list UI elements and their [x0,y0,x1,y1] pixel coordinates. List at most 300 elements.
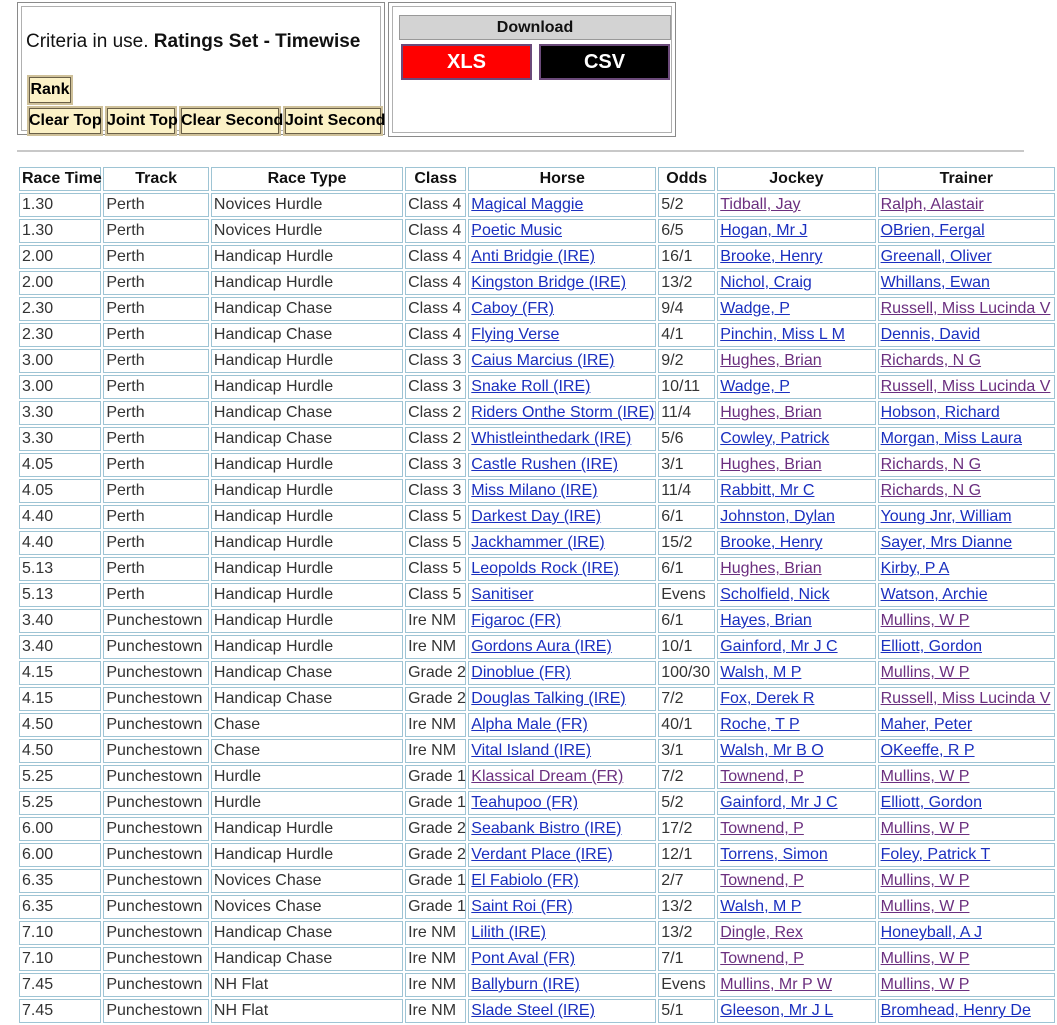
jockey-link[interactable]: Roche, T P [720,716,800,733]
jockey-cell [717,453,875,477]
horse-link[interactable]: Gordons Aura (IRE) [471,638,612,655]
race-type-cell: Handicap Hurdle [211,609,403,633]
horse-link[interactable]: Figaroc (FR) [471,612,562,629]
clear-top-button[interactable]: Clear Top [27,106,103,136]
table-row [19,999,1055,1023]
class-cell: Grade 1 [405,791,466,815]
horse-link[interactable]: Dinoblue (FR) [471,664,571,681]
horse-cell [468,479,656,503]
jockey-link[interactable]: Hayes, Brian [720,612,812,629]
header-class[interactable]: Class [405,167,466,191]
trainer-link[interactable]: Hobson, Richard [880,404,1000,421]
odds-cell: 15/2 [658,531,715,555]
trainer-cell [878,739,1055,763]
race-type-cell: Handicap Hurdle [211,375,403,399]
class-cell: Grade 1 [405,895,466,919]
table-row [19,219,1055,243]
jockey-cell [717,947,875,971]
horse-cell [468,583,656,607]
horse-link[interactable]: Miss Milano (IRE) [471,482,598,499]
table-row [19,947,1055,971]
odds-cell: 6/1 [658,609,715,633]
jockey-cell [717,817,875,841]
header-jockey[interactable]: Jockey [717,167,875,191]
jockey-link[interactable]: Hughes, Brian [720,560,822,577]
class-cell: Class 3 [405,349,466,373]
class-cell: Ire NM [405,921,466,945]
horse-cell [468,765,656,789]
trainer-link[interactable]: Mullins, W P [880,768,970,785]
table-row [19,271,1055,295]
track-cell: Perth [103,375,209,399]
horse-link[interactable]: Poetic Music [471,222,562,239]
jockey-link[interactable]: Hughes, Brian [720,404,822,421]
trainer-cell [878,245,1055,269]
trainer-link[interactable]: Richards, N G [880,482,982,499]
horse-cell [468,999,656,1023]
table-row [19,531,1055,555]
horse-link[interactable]: Riders Onthe Storm (IRE) [471,404,655,421]
table-row [19,349,1055,373]
race-type-cell: Handicap Chase [211,921,403,945]
track-cell: Perth [103,193,209,217]
odds-cell: 13/2 [658,921,715,945]
horse-cell [468,661,656,685]
jockey-link[interactable]: Pinchin, Miss L M [720,326,845,343]
jockey-link[interactable]: Hogan, Mr J [720,222,808,239]
race-time-cell: 4.50 [19,713,101,737]
class-cell: Grade 1 [405,765,466,789]
header-odds[interactable]: Odds [658,167,715,191]
race-time-cell: 3.30 [19,427,101,451]
track-cell: Perth [103,323,209,347]
trainer-cell [878,635,1055,659]
race-time-cell: 2.30 [19,323,101,347]
horse-cell [468,427,656,451]
trainer-link[interactable]: Watson, Archie [880,586,988,603]
race-time-cell: 4.40 [19,531,101,555]
race-type-cell: Handicap Hurdle [211,817,403,841]
trainer-link[interactable]: Young Jnr, William [880,508,1012,525]
jockey-link[interactable]: Scholfield, Nick [720,586,830,603]
trainer-link[interactable]: Mullins, W P [880,612,970,629]
class-cell: Class 3 [405,375,466,399]
header-race-type[interactable]: Race Type [211,167,403,191]
jockey-link[interactable]: Dingle, Rex [720,924,803,941]
table-row [19,505,1055,529]
jockey-link[interactable]: Wadge, P [720,300,790,317]
horse-cell [468,895,656,919]
odds-cell: 7/1 [658,947,715,971]
table-row [19,687,1055,711]
jockey-cell [717,739,875,763]
jockey-link[interactable]: Townend, P [720,768,804,785]
jockey-link[interactable]: Walsh, M P [720,898,802,915]
class-cell: Class 2 [405,427,466,451]
horse-link[interactable]: Magical Maggie [471,196,584,213]
horse-cell [468,505,656,529]
odds-cell: 6/1 [658,557,715,581]
horse-link[interactable]: Ballyburn (IRE) [471,976,580,993]
horse-link[interactable]: Kingston Bridge (IRE) [471,274,627,291]
class-cell: Class 4 [405,271,466,295]
race-time-cell: 4.50 [19,739,101,763]
table-row [19,453,1055,477]
horse-cell [468,297,656,321]
track-cell: Punchestown [103,973,209,997]
trainer-link[interactable]: Honeyball, A J [880,924,982,941]
jockey-link[interactable]: Hughes, Brian [720,352,822,369]
race-type-cell: Handicap Hurdle [211,453,403,477]
trainer-link[interactable]: Russell, Miss Lucinda V [880,690,1051,707]
jockey-link[interactable]: Townend, P [720,820,804,837]
race-time-cell: 6.35 [19,895,101,919]
jockey-link[interactable]: Wadge, P [720,378,790,395]
trainer-cell [878,505,1055,529]
odds-cell: 6/1 [658,505,715,529]
jockey-link[interactable]: Gainford, Mr J C [720,638,838,655]
horse-link[interactable]: Vital Island (IRE) [471,742,592,759]
jockey-link[interactable]: Brooke, Henry [720,534,823,551]
jockey-link[interactable]: Gainford, Mr J C [720,794,838,811]
trainer-cell [878,921,1055,945]
trainer-link[interactable]: Richards, N G [880,456,982,473]
odds-cell: 5/6 [658,427,715,451]
jockey-link[interactable]: Nichol, Craig [720,274,812,291]
header-trainer[interactable]: Trainer [878,167,1055,191]
trainer-link[interactable]: Mullins, W P [880,664,970,681]
jockey-link[interactable]: Gleeson, Mr J L [720,1002,834,1019]
trainer-cell [878,765,1055,789]
race-time-cell: 5.13 [19,557,101,581]
jockey-cell [717,791,875,815]
track-cell: Perth [103,401,209,425]
trainer-link[interactable]: Dennis, David [880,326,981,343]
class-cell: Ire NM [405,713,466,737]
race-time-cell: 7.10 [19,947,101,971]
class-cell: Class 5 [405,557,466,581]
table-row [19,765,1055,789]
horse-link[interactable]: Caius Marcius (IRE) [471,352,615,369]
odds-cell: 3/1 [658,453,715,477]
race-time-cell: 2.00 [19,271,101,295]
odds-cell: 10/11 [658,375,715,399]
odds-cell: 5/1 [658,999,715,1023]
trainer-cell [878,817,1055,841]
jockey-link[interactable]: Walsh, M P [720,664,802,681]
trainer-cell [878,843,1055,867]
horse-link[interactable]: Flying Verse [471,326,560,343]
trainer-link[interactable]: Mullins, W P [880,872,970,889]
race-type-cell: Handicap Chase [211,297,403,321]
class-cell: Ire NM [405,739,466,763]
jockey-link[interactable]: Johnston, Dylan [720,508,835,525]
jockey-cell [717,193,875,217]
track-cell: Punchestown [103,869,209,893]
jockey-link[interactable]: Brooke, Henry [720,248,823,265]
race-time-cell: 2.30 [19,297,101,321]
jockey-cell [717,557,875,581]
horse-link[interactable]: Lilith (IRE) [471,924,546,941]
table-row [19,661,1055,685]
trainer-cell [878,219,1055,243]
jockey-cell [717,531,875,555]
table-row [19,297,1055,321]
horse-link[interactable]: Snake Roll (IRE) [471,378,591,395]
horse-link[interactable]: Seabank Bistro (IRE) [471,820,622,837]
jockey-cell [717,921,875,945]
track-cell: Perth [103,453,209,477]
track-cell: Perth [103,271,209,295]
horse-link[interactable]: Darkest Day (IRE) [471,508,602,525]
class-cell: Class 2 [405,401,466,425]
table-row [19,557,1055,581]
horse-link[interactable]: Klassical Dream (FR) [471,768,624,785]
trainer-link[interactable]: Mullins, W P [880,820,970,837]
horse-cell [468,453,656,477]
trainer-cell [878,193,1055,217]
horse-link[interactable]: Caboy (FR) [471,300,554,317]
class-cell: Class 4 [405,193,466,217]
race-type-cell: Handicap Hurdle [211,479,403,503]
trainer-link[interactable]: Morgan, Miss Laura [880,430,1022,447]
trainer-cell [878,297,1055,321]
horse-link[interactable]: Jackhammer (IRE) [471,534,605,551]
horse-cell [468,531,656,555]
trainer-cell [878,791,1055,815]
trainer-link[interactable]: OBrien, Fergal [880,222,985,239]
horse-link[interactable]: Whistleinthedark (IRE) [471,430,632,447]
race-type-cell: NH Flat [211,973,403,997]
odds-cell: 7/2 [658,765,715,789]
horse-link[interactable]: Anti Bridgie (IRE) [471,248,595,265]
trainer-cell [878,323,1055,347]
table-row [19,609,1055,633]
horse-link[interactable]: Alpha Male (FR) [471,716,588,733]
race-time-cell: 3.40 [19,635,101,659]
trainer-cell [878,271,1055,295]
trainer-cell [878,453,1055,477]
horse-cell [468,687,656,711]
horse-link[interactable]: Pont Aval (FR) [471,950,576,967]
class-cell: Ire NM [405,999,466,1023]
header-track[interactable]: Track [103,167,209,191]
horse-link[interactable]: El Fabiolo (FR) [471,872,579,889]
jockey-cell [717,713,875,737]
jockey-link[interactable]: Townend, P [720,950,804,967]
jockey-cell [717,375,875,399]
horse-link[interactable]: Sanitiser [471,586,534,603]
trainer-link[interactable]: Bromhead, Henry De [880,1002,1031,1019]
race-time-cell: 4.05 [19,479,101,503]
jockey-link[interactable]: Hughes, Brian [720,456,822,473]
trainer-link[interactable]: Kirby, P A [880,560,950,577]
joint-top-button[interactable]: Joint Top [105,106,177,136]
races-table-wrap [17,165,1051,1025]
trainer-link[interactable]: OKeeffe, R P [880,742,975,759]
race-time-cell: 7.45 [19,999,101,1023]
trainer-cell [878,661,1055,685]
track-cell: Punchestown [103,999,209,1023]
class-cell: Grade 2 [405,843,466,867]
jockey-link[interactable]: Walsh, Mr B O [720,742,824,759]
trainer-link[interactable]: Foley, Patrick T [880,846,991,863]
jockey-link[interactable]: Cowley, Patrick [720,430,830,447]
horse-link[interactable]: Castle Rushen (IRE) [471,456,619,473]
race-type-cell: Chase [211,739,403,763]
horse-link[interactable]: Slade Steel (IRE) [471,1002,595,1019]
jockey-cell [717,973,875,997]
jockey-cell [717,401,875,425]
horse-cell [468,375,656,399]
horse-link[interactable]: Douglas Talking (IRE) [471,690,626,707]
trainer-link[interactable]: Greenall, Oliver [880,248,992,265]
table-row [19,895,1055,919]
table-row [19,869,1055,893]
race-type-cell: Novices Chase [211,869,403,893]
jockey-cell [717,869,875,893]
jockey-link[interactable]: Mullins, Mr P W [720,976,832,993]
trainer-cell [878,973,1055,997]
table-row [19,635,1055,659]
trainer-link[interactable]: Mullins, W P [880,898,970,915]
race-type-cell: NH Flat [211,999,403,1023]
trainer-link[interactable]: Elliott, Gordon [880,638,982,655]
horse-link[interactable]: Leopolds Rock (IRE) [471,560,619,577]
clear-second-button[interactable]: Clear Second [179,106,281,136]
class-cell: Class 4 [405,245,466,269]
trainer-cell [878,427,1055,451]
race-time-cell: 1.30 [19,219,101,243]
track-cell: Punchestown [103,817,209,841]
track-cell: Punchestown [103,609,209,633]
trainer-link[interactable]: Mullins, W P [880,950,970,967]
trainer-link[interactable]: Whillans, Ewan [880,274,990,291]
jockey-link[interactable]: Fox, Derek R [720,690,815,707]
horse-cell [468,557,656,581]
jockey-cell [717,427,875,451]
track-cell: Perth [103,245,209,269]
download-xls-button[interactable]: XLS [401,44,532,80]
jockey-cell [717,661,875,685]
odds-cell: Evens [658,973,715,997]
horse-cell [468,817,656,841]
race-type-cell: Handicap Chase [211,427,403,451]
race-type-cell: Novices Chase [211,895,403,919]
horse-cell [468,843,656,867]
table-row [19,479,1055,503]
odds-cell: 11/4 [658,401,715,425]
jockey-link[interactable]: Rabbitt, Mr C [720,482,815,499]
odds-cell: 4/1 [658,323,715,347]
header-horse[interactable]: Horse [468,167,656,191]
trainer-link[interactable]: Richards, N G [880,352,982,369]
track-cell: Punchestown [103,687,209,711]
jockey-cell [717,323,875,347]
jockey-cell [717,271,875,295]
class-cell: Class 4 [405,323,466,347]
jockey-link[interactable]: Torrens, Simon [720,846,828,863]
horse-cell [468,973,656,997]
trainer-link[interactable]: Mullins, W P [880,976,970,993]
rank-button[interactable]: Rank [27,75,73,105]
race-type-cell: Handicap Chase [211,661,403,685]
class-cell: Grade 1 [405,869,466,893]
table-row [19,817,1055,841]
jockey-cell [717,609,875,633]
odds-cell: 9/4 [658,297,715,321]
criteria-panel-inner [21,6,386,131]
class-cell: Grade 2 [405,661,466,685]
table-row [19,375,1055,399]
trainer-link[interactable]: Ralph, Alastair [880,196,984,213]
horse-link[interactable]: Teahupoo (FR) [471,794,579,811]
race-time-cell: 2.00 [19,245,101,269]
track-cell: Punchestown [103,843,209,867]
horse-link[interactable]: Saint Roi (FR) [471,898,573,915]
track-cell: Punchestown [103,895,209,919]
jockey-link[interactable]: Townend, P [720,872,804,889]
odds-cell: 6/5 [658,219,715,243]
race-time-cell: 4.15 [19,661,101,685]
race-type-cell: Novices Hurdle [211,193,403,217]
race-type-cell: Handicap Hurdle [211,505,403,529]
race-type-cell: Handicap Chase [211,323,403,347]
jockey-cell [717,219,875,243]
race-time-cell: 3.00 [19,349,101,373]
table-row [19,921,1055,945]
jockey-link[interactable]: Tidball, Jay [720,196,801,213]
odds-cell: 13/2 [658,271,715,295]
trainer-cell [878,401,1055,425]
horse-cell [468,869,656,893]
horse-cell [468,245,656,269]
class-cell: Class 4 [405,219,466,243]
horse-link[interactable]: Verdant Place (IRE) [471,846,613,863]
odds-cell: 11/4 [658,479,715,503]
race-time-cell: 4.40 [19,505,101,529]
joint-second-button[interactable]: Joint Second [283,106,383,136]
odds-cell: 3/1 [658,739,715,763]
criteria-text [26,31,360,53]
track-cell: Punchestown [103,947,209,971]
download-csv-button[interactable]: CSV [539,44,670,80]
odds-cell: 5/2 [658,791,715,815]
header-race-time[interactable]: Race Time [19,167,101,191]
horse-cell [468,921,656,945]
trainer-link[interactable]: Russell, Miss Lucinda V [880,300,1051,317]
track-cell: Perth [103,583,209,607]
trainer-link[interactable]: Sayer, Mrs Dianne [880,534,1013,551]
track-cell: Perth [103,427,209,451]
horse-cell [468,271,656,295]
race-time-cell: 6.00 [19,817,101,841]
table-row [19,427,1055,451]
track-cell: Perth [103,505,209,529]
download-title: Download [399,15,671,40]
track-cell: Punchestown [103,739,209,763]
trainer-link[interactable]: Elliott, Gordon [880,794,982,811]
jockey-cell [717,895,875,919]
trainer-link[interactable]: Maher, Peter [880,716,973,733]
trainer-cell [878,687,1055,711]
odds-cell: 100/30 [658,661,715,685]
trainer-link[interactable]: Russell, Miss Lucinda V [880,378,1051,395]
track-cell: Punchestown [103,791,209,815]
trainer-cell [878,999,1055,1023]
horse-cell [468,219,656,243]
jockey-cell [717,479,875,503]
